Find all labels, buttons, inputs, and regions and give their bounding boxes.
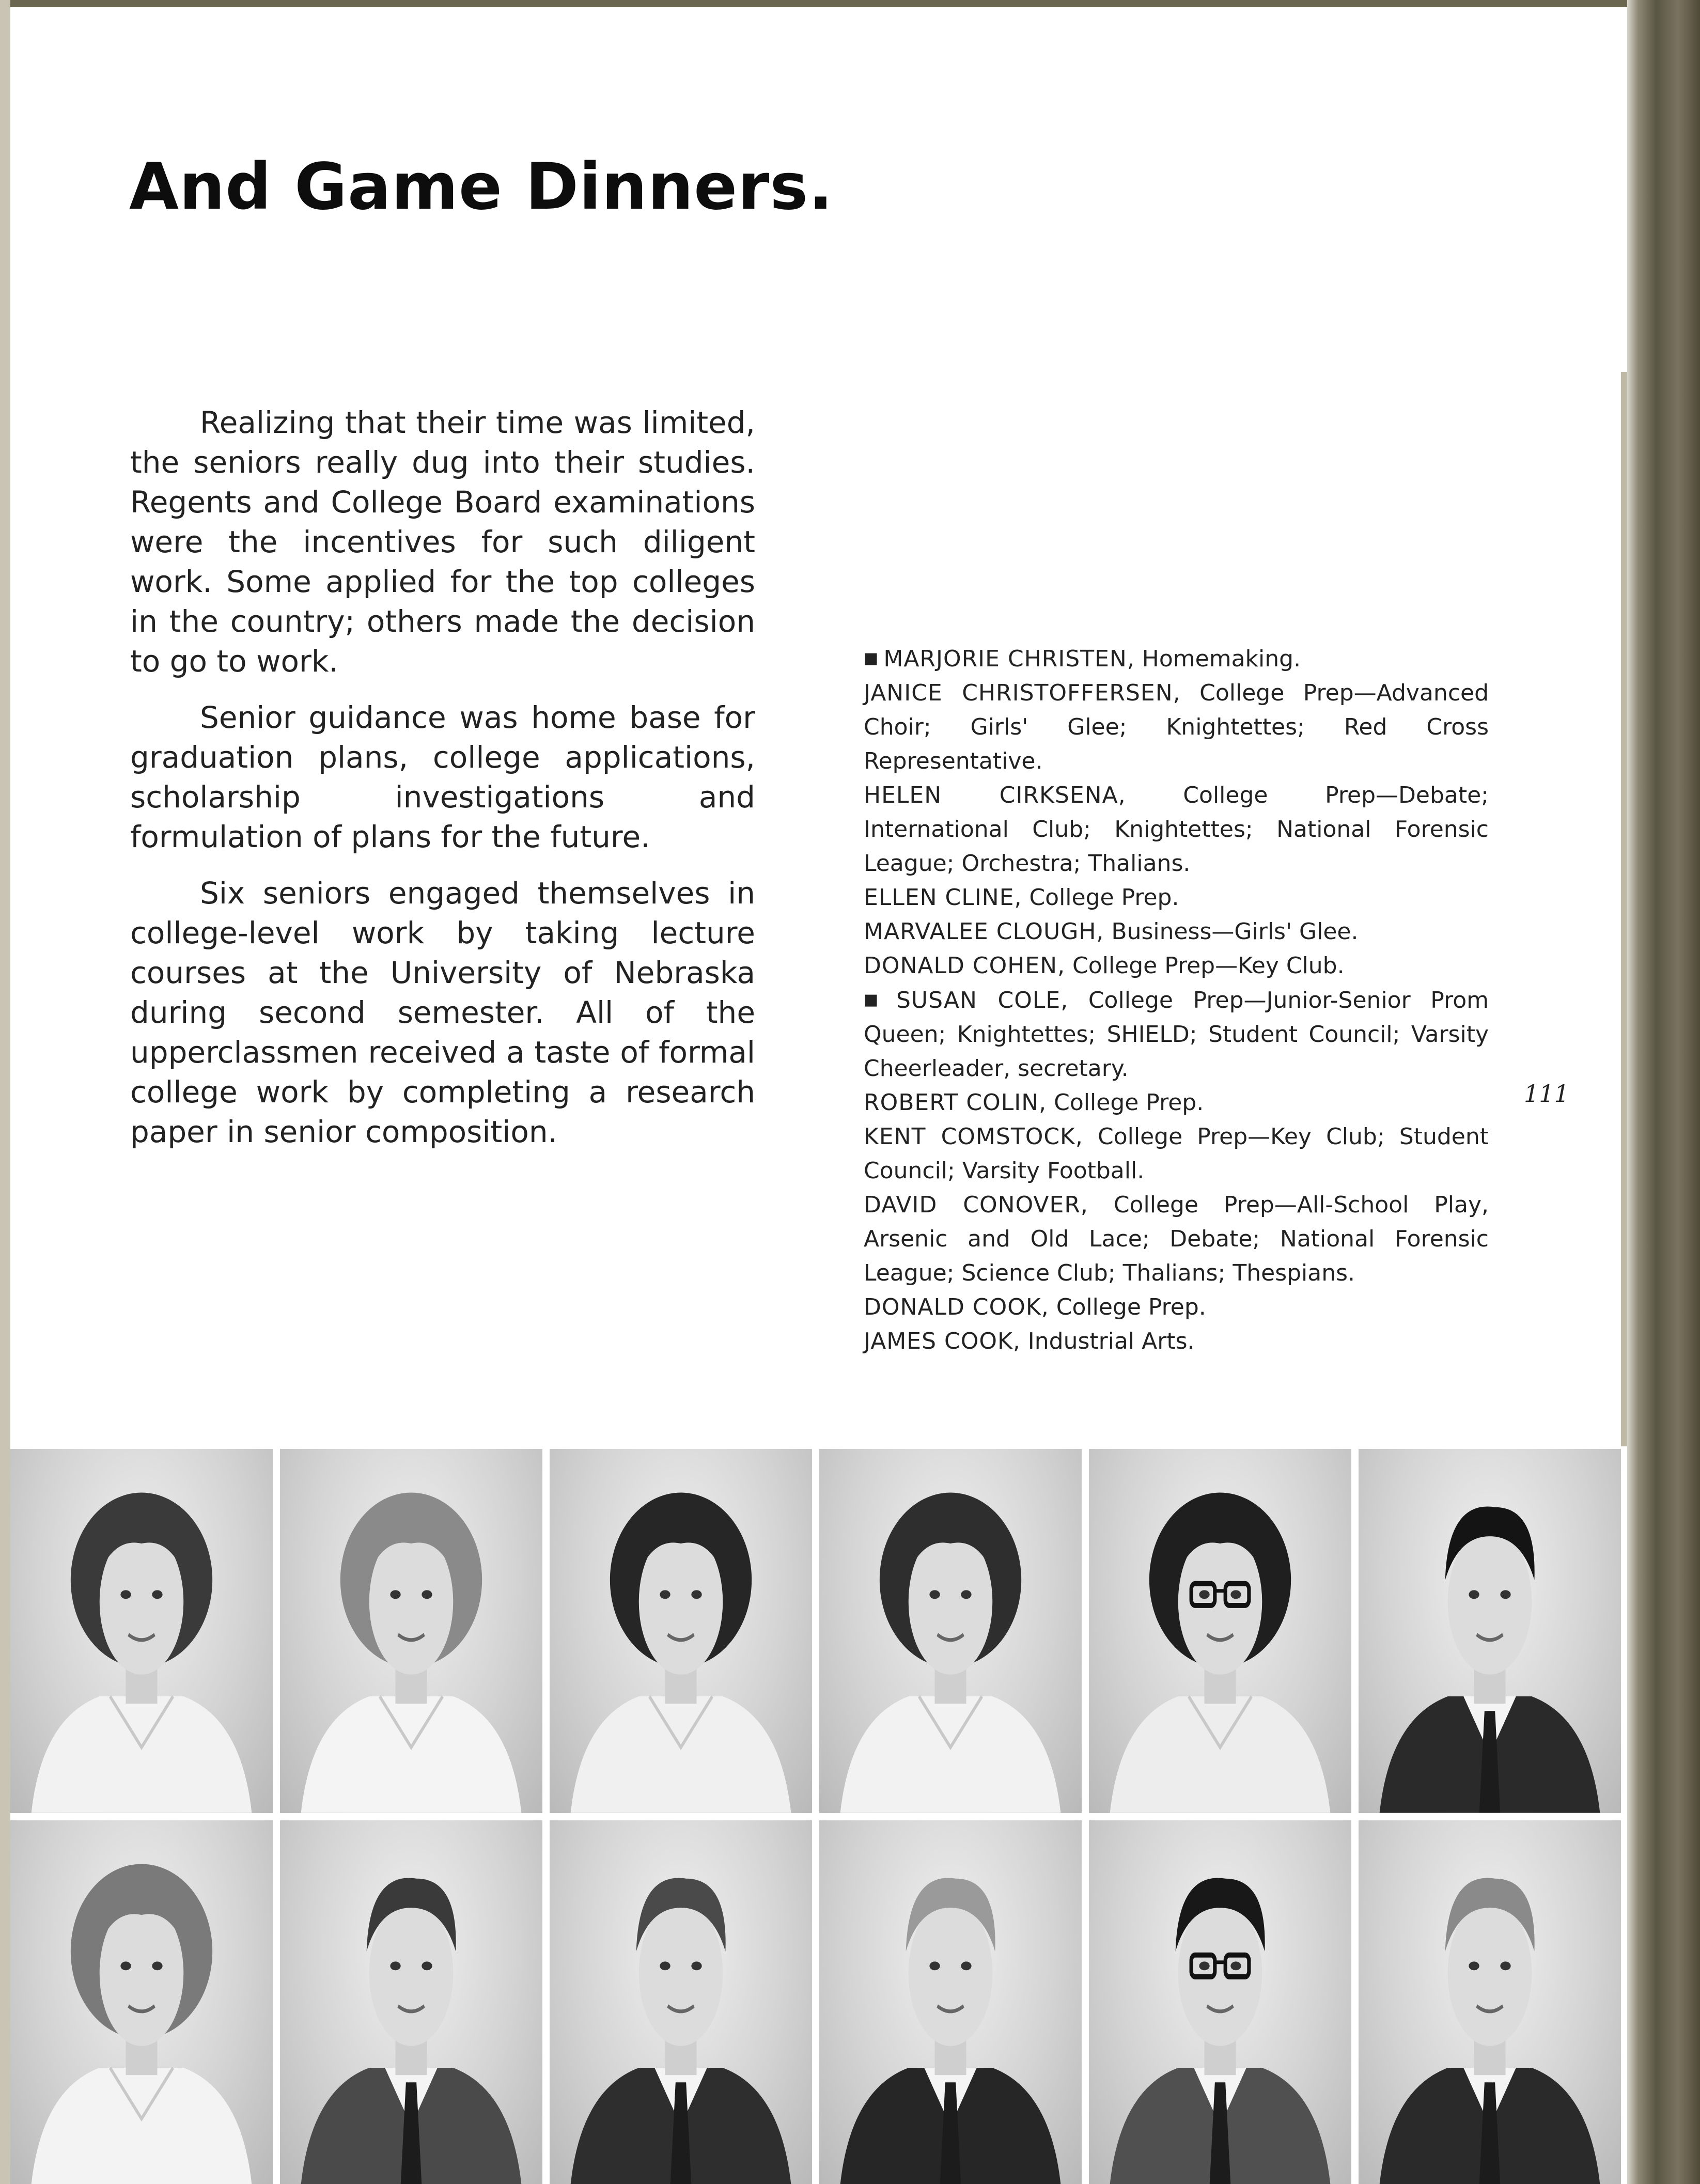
student-portrait bbox=[10, 1820, 273, 2184]
student-activities: College Prep—Advanced Choir; Girls' Glee; Knightettes; Red Cross Representative. bbox=[864, 680, 1489, 774]
student-portrait bbox=[1089, 1820, 1351, 2184]
caption-entry bbox=[864, 1120, 1489, 1188]
portrait-drawing bbox=[10, 1449, 273, 1813]
page-edge-left bbox=[0, 0, 10, 2184]
student-activities: College Prep. bbox=[1049, 1294, 1206, 1320]
student-activities: College Prep—All-School Play, Arsenic and Old Lace; Debate; National Forensic League; Science Club; Thalians; Thespians. bbox=[864, 1192, 1489, 1286]
portrait-drawing bbox=[280, 1820, 542, 2184]
caption-entry bbox=[864, 949, 1489, 983]
caption-entry bbox=[864, 1290, 1489, 1324]
student-activities: College Prep—Key Club. bbox=[1065, 953, 1345, 979]
student-name: MARVALEE CLOUGH, bbox=[864, 918, 1104, 945]
student-activities: Homemaking. bbox=[1134, 646, 1301, 672]
portrait-drawing bbox=[1359, 1449, 1621, 1813]
caption-entry bbox=[864, 642, 1489, 676]
portrait-drawing bbox=[550, 1820, 812, 2184]
body-paragraph: Senior guidance was home base for graduation plans, college applications, scholarship investigations and formulation of plans for the future. bbox=[130, 700, 755, 854]
student-name: ROBERT COLIN, bbox=[864, 1089, 1047, 1116]
caption-entry bbox=[864, 778, 1489, 881]
caption-entry bbox=[864, 1324, 1489, 1359]
caption-bullet: ■ bbox=[864, 991, 891, 1009]
student-name: SUSAN COLE, bbox=[896, 987, 1069, 1013]
portrait-drawing bbox=[280, 1449, 542, 1813]
student-portrait bbox=[280, 1820, 542, 2184]
student-portrait bbox=[550, 1820, 812, 2184]
student-portrait bbox=[280, 1449, 542, 1813]
student-activities: College Prep. bbox=[1022, 884, 1179, 911]
page-edge-top bbox=[0, 0, 1700, 7]
student-name: KENT COMSTOCK, bbox=[864, 1124, 1083, 1150]
student-portrait bbox=[819, 1820, 1082, 2184]
student-activities: College Prep—Key Club; Student Council; Varsity Football. bbox=[864, 1124, 1489, 1184]
caption-entry bbox=[864, 1188, 1489, 1290]
portrait-drawing bbox=[1359, 1820, 1621, 2184]
portrait-drawing bbox=[10, 1820, 273, 2184]
student-name: JANICE CHRISTOFFERSEN, bbox=[864, 680, 1181, 706]
student-activities: College Prep—Debate; International Club; Knightettes; National Forensic League; Orchestra; Thalians. bbox=[864, 782, 1489, 877]
student-activities: College Prep. bbox=[1047, 1089, 1204, 1116]
student-name: DAVID CONOVER, bbox=[864, 1192, 1088, 1218]
student-name: HELEN CIRKSENA, bbox=[864, 782, 1126, 808]
caption-entry bbox=[864, 676, 1489, 778]
page-headline: And Game Dinners. bbox=[129, 150, 834, 224]
portrait-drawing bbox=[819, 1820, 1082, 2184]
student-portrait bbox=[1359, 1449, 1621, 1813]
portrait-drawing bbox=[550, 1449, 812, 1813]
body-paragraph: Six seniors engaged themselves in college-level work by taking lecture courses at the University of Nebraska during second semester. All of the upperclassmen received a taste of formal college work by completing a research paper in senior composition. bbox=[130, 876, 755, 1149]
student-activities: Industrial Arts. bbox=[1020, 1328, 1195, 1354]
photo-captions bbox=[864, 642, 1489, 1359]
student-name: JAMES COOK, bbox=[864, 1328, 1021, 1354]
student-name: DONALD COOK, bbox=[864, 1294, 1049, 1320]
portrait-drawing bbox=[1089, 1820, 1351, 2184]
caption-entry bbox=[864, 983, 1489, 1086]
student-portrait bbox=[1089, 1449, 1351, 1813]
student-name: MARJORIE CHRISTEN, bbox=[883, 646, 1135, 672]
body-paragraph: Realizing that their time was limited, the seniors really dug into their studies. Regents and College Board examinations were the incentives for such diligent work. Some applied for the top colleges in the country; others made the decision to go to work. bbox=[130, 405, 755, 679]
portrait-drawing bbox=[1089, 1449, 1351, 1813]
student-portrait bbox=[819, 1449, 1082, 1813]
caption-bullet: ■ bbox=[864, 649, 879, 667]
student-portrait bbox=[1359, 1820, 1621, 2184]
portrait-grid bbox=[10, 1449, 1621, 2184]
student-name: ELLEN CLINE, bbox=[864, 884, 1022, 911]
portrait-drawing bbox=[819, 1449, 1082, 1813]
book-binding bbox=[1627, 0, 1700, 2184]
student-portrait bbox=[10, 1449, 273, 1813]
student-activities: College Prep—Junior-Senior Prom Queen; Knightettes; SHIELD; Student Council; Varsity Cheerleader, secretary. bbox=[864, 987, 1489, 1082]
caption-entry bbox=[864, 915, 1489, 949]
student-activities: Business—Girls' Glee. bbox=[1104, 918, 1359, 945]
caption-entry bbox=[864, 1086, 1489, 1120]
body-text bbox=[130, 403, 755, 1168]
student-portrait bbox=[550, 1449, 812, 1813]
page-number: 111 bbox=[1524, 1080, 1569, 1107]
caption-entry bbox=[864, 881, 1489, 915]
student-name: DONALD COHEN, bbox=[864, 953, 1066, 979]
